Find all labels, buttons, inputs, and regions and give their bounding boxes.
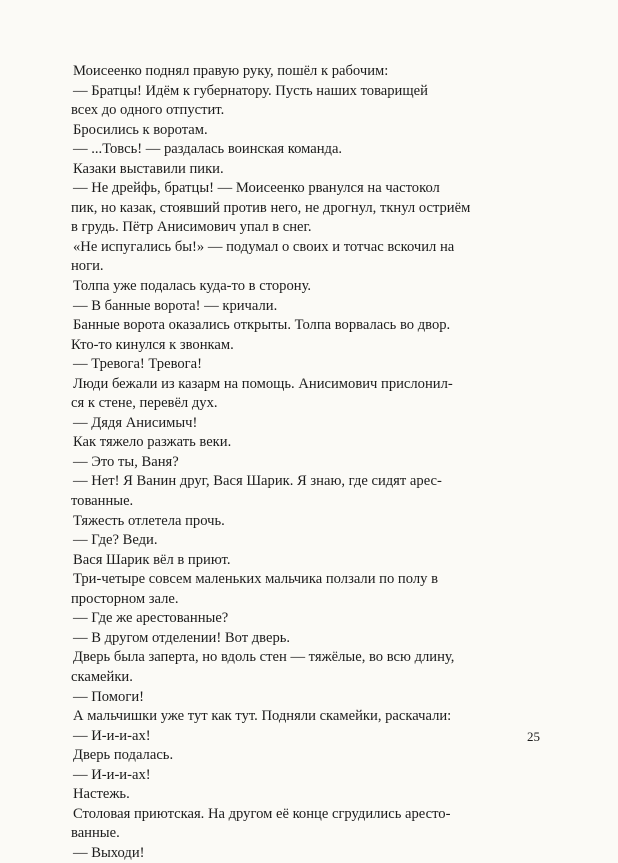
text-line: просторном зале. — [71, 590, 179, 607]
text-line: ноги. — [71, 258, 104, 275]
text-line: всех до одного отпустит. — [71, 102, 225, 119]
text-line: Три-четыре совсем маленьких мальчика ползали по полу в — [73, 571, 438, 588]
text-line: Моисеенко поднял правую руку, пошёл к рабочим: — [73, 63, 389, 79]
text-line: — Помоги! — [73, 688, 144, 705]
text-line: — И-и-и-ах! — [73, 766, 151, 783]
text-line: — Не дрейфь, братцы! — Моисеенко рванулся на частокол — [73, 180, 440, 197]
text-line: ванные. — [71, 825, 120, 842]
text-line: — Тревога! Тревога! — [73, 356, 202, 373]
text-line: — В банные ворота! — кричали. — [73, 297, 278, 314]
text-line: Люди бежали из казарм на помощь. Анисимович прислонил- — [73, 375, 453, 392]
text-line: Тяжесть отлетела прочь. — [73, 512, 225, 529]
text-line: Как тяжело разжать веки. — [73, 434, 232, 451]
text-line: — И-и-и-ах! — [73, 727, 151, 744]
text-line: в грудь. Пётр Анисимович упал в снег. — [71, 219, 312, 236]
text-line: Столовая приютская. На другом её конце сгрудились аресто- — [73, 805, 451, 822]
text-line: — Выходи! — [73, 844, 145, 861]
page-text — [73, 62, 548, 863]
text-line: тованные. — [71, 493, 134, 510]
text-line: — Где же арестованные? — [73, 610, 229, 627]
text-line: пик, но казак, стоявший против него, не дрогнул, ткнул остриём — [71, 199, 471, 216]
text-line: ся к стене, перевёл дух. — [71, 395, 218, 412]
text-line: Настежь. — [73, 786, 130, 803]
text-line: «Не испугались бы!» — подумал о своих и тотчас вскочил на — [73, 238, 455, 255]
text-line: А мальчишки уже тут как тут. Подняли скамейки, раскачали: — [73, 708, 452, 725]
text-line: Вася Шарик вёл в приют. — [73, 551, 231, 568]
text-line: Толпа уже подалась куда-то в сторону. — [73, 278, 312, 295]
text-line: Бросились к воротам. — [73, 121, 208, 138]
text-line: — ...Товсь! — раздалась воинская команда. — [73, 141, 343, 158]
text-line: скамейки. — [71, 668, 133, 685]
page-number: 25 — [527, 729, 540, 744]
text-line: — Где? Веди. — [73, 532, 158, 549]
text-line: Кто-то кинулся к звонкам. — [71, 336, 234, 353]
text-line: — В другом отделении! Вот дверь. — [73, 629, 291, 646]
text-line: Дверь была заперта, но вдоль стен — тяжёлые, во всю длину, — [73, 649, 455, 666]
text-line: Банные ворота оказались открыты. Толпа ворвалась во двор. — [73, 317, 451, 334]
text-line: — Это ты, Ваня? — [73, 453, 179, 470]
text-line: — Дядя Анисимыч! — [73, 414, 198, 431]
text-line: Дверь подалась. — [73, 747, 174, 764]
text-line: — Братцы! Идём к губернатору. Пусть наших товарищей — [73, 82, 428, 99]
text-line: — Нет! Я Ванин друг, Вася Шарик. Я знаю, где сидят арес- — [73, 473, 442, 490]
text-line: Казаки выставили пики. — [73, 160, 224, 177]
